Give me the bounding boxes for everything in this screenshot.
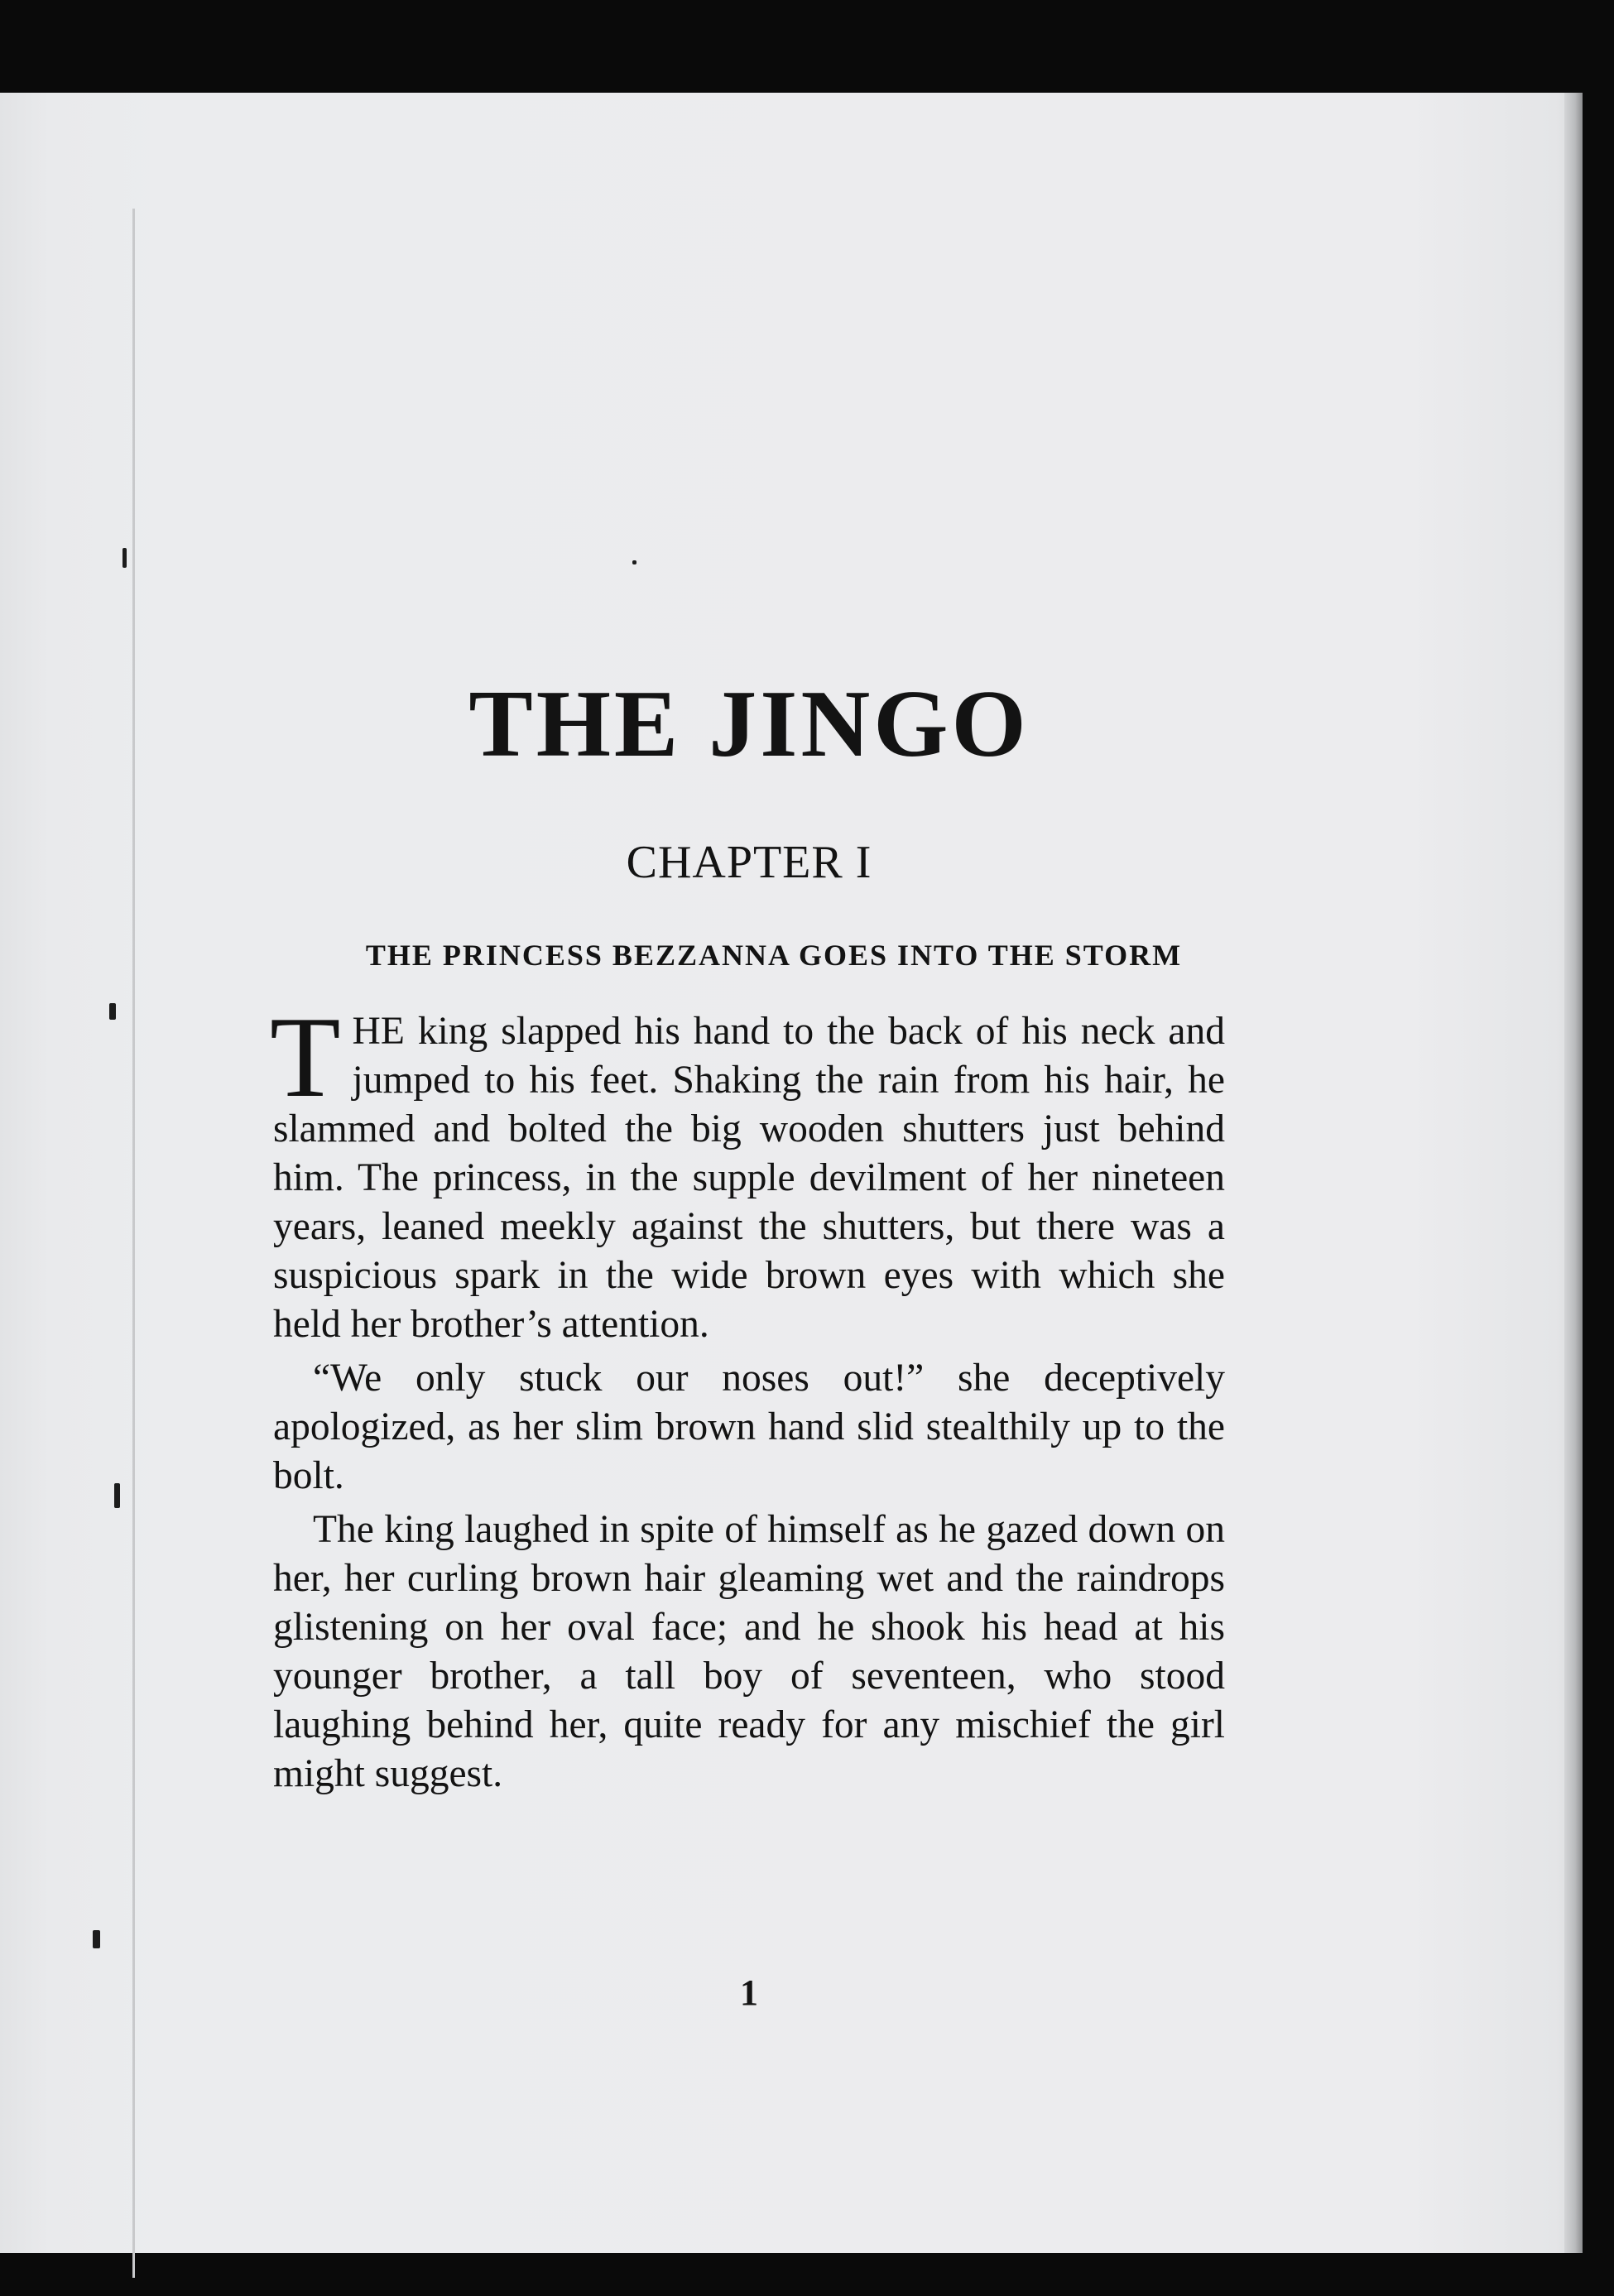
page-number: 1 bbox=[740, 1972, 758, 2013]
paragraph: The king laughed in spite of himself as he gazed down on her, her curling brown hair gleaming wet and the raindrops glistening on her oval face; and he shook his head at his younger brother, a tall boy of seventeen, who stood laughing behind her, quite ready for any mischief the girl might suggest. bbox=[273, 1507, 1225, 1795]
paragraph: “We only stuck our noses out!” she deceptively apologized, as her slim brown hand slid stealthily up to the bolt. bbox=[273, 1356, 1225, 1497]
chapter-body bbox=[270, 992, 1225, 1799]
gutter-shadow bbox=[132, 209, 135, 2278]
book-title: THE JINGO bbox=[468, 671, 1030, 777]
scan-speck bbox=[114, 1483, 120, 1508]
scan-speck bbox=[632, 560, 636, 564]
scan-speck bbox=[109, 1003, 116, 1020]
drop-cap: T bbox=[270, 992, 341, 1122]
paragraph-text: HE king slapped his hand to the back of his neck and jumped to his feet. Shaking the rain from his hair, he slammed and bolted the big wooden shutters just behind him. The princess, in the supple devilment of her nineteen years, leaned meekly against the shutters, but there was a suspicious spark in the wide brown eyes with which she held her brother’s attention. bbox=[273, 1009, 1225, 1346]
chapter-number: CHAPTER I bbox=[626, 836, 872, 888]
chapter-subtitle: THE PRINCESS BEZZANNA GOES INTO THE STORM bbox=[365, 939, 1183, 973]
scan-speck bbox=[93, 1930, 100, 1948]
page-content bbox=[270, 671, 1225, 2013]
paragraph-opening bbox=[270, 992, 1225, 1349]
page-edge bbox=[1564, 93, 1583, 2253]
scan-speck bbox=[122, 548, 127, 568]
book-page bbox=[0, 93, 1583, 2253]
